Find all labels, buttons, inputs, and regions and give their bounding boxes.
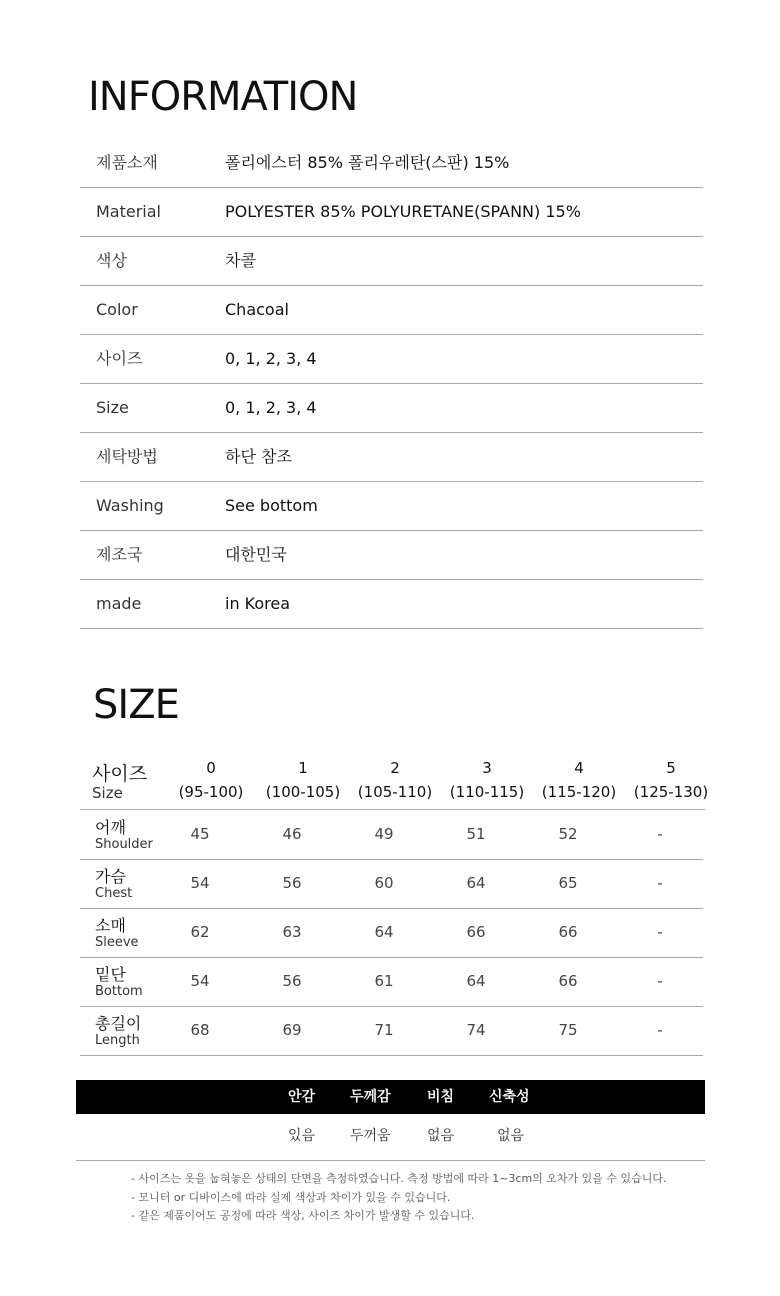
size-range: (105-110) xyxy=(357,783,433,801)
measure-value: - xyxy=(657,874,663,892)
info-label: Material xyxy=(96,202,161,221)
fabric-header-lining: 안감 xyxy=(288,1089,316,1105)
measure-value: - xyxy=(657,923,663,941)
size-range: (100-105) xyxy=(265,783,341,801)
note-item: - 모니터 or 디바이스에 따라 실제 색상과 차이가 있을 수 있습니다. xyxy=(131,1190,451,1204)
measure-value: 45 xyxy=(190,825,210,843)
info-row-washing-ko xyxy=(80,433,703,482)
size-row-sleeve xyxy=(80,908,703,958)
measure-value: 60 xyxy=(374,874,394,892)
info-value: 대한민국 xyxy=(225,545,287,564)
fabric-value-transparency: 없음 xyxy=(427,1128,455,1144)
measure-value: 46 xyxy=(282,825,302,843)
notes xyxy=(131,1170,667,1226)
measure-value: 51 xyxy=(466,825,486,843)
size-row-length xyxy=(80,1006,703,1056)
info-row-size-ko xyxy=(80,335,703,384)
info-row-origin-en xyxy=(80,580,703,629)
info-value: 폴리에스터 85% 폴리우레탄(스판) 15% xyxy=(225,153,510,172)
measure-value: 56 xyxy=(282,874,302,892)
fabric-value-lining: 있음 xyxy=(288,1128,316,1144)
fabric-header-elasticity: 신축성 xyxy=(489,1089,530,1105)
measure-value: 64 xyxy=(466,972,486,990)
measure-label-en: Shoulder xyxy=(95,837,153,852)
measure-value: 66 xyxy=(558,972,578,990)
measure-value: 65 xyxy=(558,874,578,892)
size-number: 3 xyxy=(482,759,492,777)
info-label: 색상 xyxy=(96,251,127,270)
info-label: 사이즈 xyxy=(96,349,143,368)
measure-value: 54 xyxy=(190,972,210,990)
size-header-label-en: Size xyxy=(92,784,123,802)
info-label: Washing xyxy=(96,496,164,515)
info-row-material-ko xyxy=(80,139,703,188)
info-label: 제조국 xyxy=(96,545,143,564)
measure-value: - xyxy=(657,972,663,990)
size-title: SIZE xyxy=(93,682,179,728)
info-row-color-ko xyxy=(80,237,703,286)
measure-value: 66 xyxy=(558,923,578,941)
info-label: Size xyxy=(96,398,129,417)
info-label: 세탁방법 xyxy=(96,447,158,466)
info-row-color-en xyxy=(80,286,703,335)
info-row-washing-en xyxy=(80,482,703,531)
info-row-size-en xyxy=(80,384,703,433)
fabric-header-transparency: 비침 xyxy=(427,1089,455,1105)
size-row-shoulder xyxy=(80,810,703,860)
info-label: 제품소재 xyxy=(96,153,158,172)
measure-value: 63 xyxy=(282,923,302,941)
size-number: 4 xyxy=(574,759,584,777)
measure-value: 49 xyxy=(374,825,394,843)
info-row-material-en xyxy=(80,188,703,237)
info-value: Chacoal xyxy=(225,300,289,319)
measure-value: 61 xyxy=(374,972,394,990)
fabric-header-thickness: 두께감 xyxy=(350,1089,391,1105)
measure-value: 64 xyxy=(374,923,394,941)
info-value: 차콜 xyxy=(225,251,256,270)
size-number: 1 xyxy=(298,759,308,777)
measure-value: 69 xyxy=(282,1021,302,1039)
info-value: in Korea xyxy=(225,594,291,613)
size-range: (110-115) xyxy=(449,783,525,801)
info-label: Color xyxy=(96,300,138,319)
measure-value: 64 xyxy=(466,874,486,892)
fabric-value-thickness: 두꺼움 xyxy=(350,1128,391,1144)
measure-value: - xyxy=(657,825,663,843)
measure-label-en: Chest xyxy=(95,886,133,901)
size-number: 0 xyxy=(206,759,216,777)
information-table xyxy=(80,139,703,629)
measure-value: 66 xyxy=(466,923,486,941)
note-item: - 같은 제품이어도 공정에 따라 색상, 사이즈 차이가 발생할 수 있습니다. xyxy=(131,1209,475,1222)
note-item: - 사이즈는 옷을 눕혀놓은 상태의 단면을 측정하였습니다. 측정 방법에 따라 1~3cm의 오차가 있을 수 있습니다. xyxy=(131,1172,667,1185)
info-value: 0, 1, 2, 3, 4 xyxy=(225,349,317,368)
information-title: INFORMATION xyxy=(88,74,358,120)
info-value: 0, 1, 2, 3, 4 xyxy=(225,398,317,417)
size-range: (95-100) xyxy=(178,783,244,801)
measure-label-ko: 가슴 xyxy=(95,867,126,886)
measure-label-en: Sleeve xyxy=(95,935,139,950)
size-row-chest xyxy=(80,859,703,909)
measure-value: - xyxy=(657,1021,663,1039)
info-value: See bottom xyxy=(225,496,318,515)
measure-label-ko: 밑단 xyxy=(95,965,126,984)
size-range: (125-130) xyxy=(633,783,709,801)
measure-value: 62 xyxy=(190,923,210,941)
size-range: (115-120) xyxy=(541,783,617,801)
measure-label-ko: 어깨 xyxy=(95,818,126,837)
measure-label-en: Length xyxy=(95,1033,140,1048)
measure-value: 52 xyxy=(558,825,578,843)
size-number: 2 xyxy=(390,759,400,777)
measure-value: 54 xyxy=(190,874,210,892)
fabric-header-bar xyxy=(76,1080,705,1114)
size-header-label-ko: 사이즈 xyxy=(92,763,148,785)
measure-label-en: Bottom xyxy=(95,984,143,999)
measure-value: 75 xyxy=(558,1021,578,1039)
measure-label-ko: 총길이 xyxy=(95,1014,142,1033)
info-label: made xyxy=(96,594,142,613)
fabric-values-row xyxy=(76,1114,705,1161)
measure-value: 71 xyxy=(374,1021,394,1039)
measure-value: 56 xyxy=(282,972,302,990)
info-row-origin-ko xyxy=(80,531,703,580)
size-row-bottom xyxy=(80,957,703,1007)
info-value: 하단 참조 xyxy=(225,447,292,466)
measure-value: 74 xyxy=(466,1021,486,1039)
measure-value: 68 xyxy=(190,1021,210,1039)
info-value: POLYESTER 85% POLYURETANE(SPANN) 15% xyxy=(225,202,581,221)
size-number: 5 xyxy=(666,759,676,777)
size-table-header xyxy=(80,753,709,810)
fabric-value-elasticity: 없음 xyxy=(497,1128,525,1144)
measure-label-ko: 소매 xyxy=(95,916,126,935)
